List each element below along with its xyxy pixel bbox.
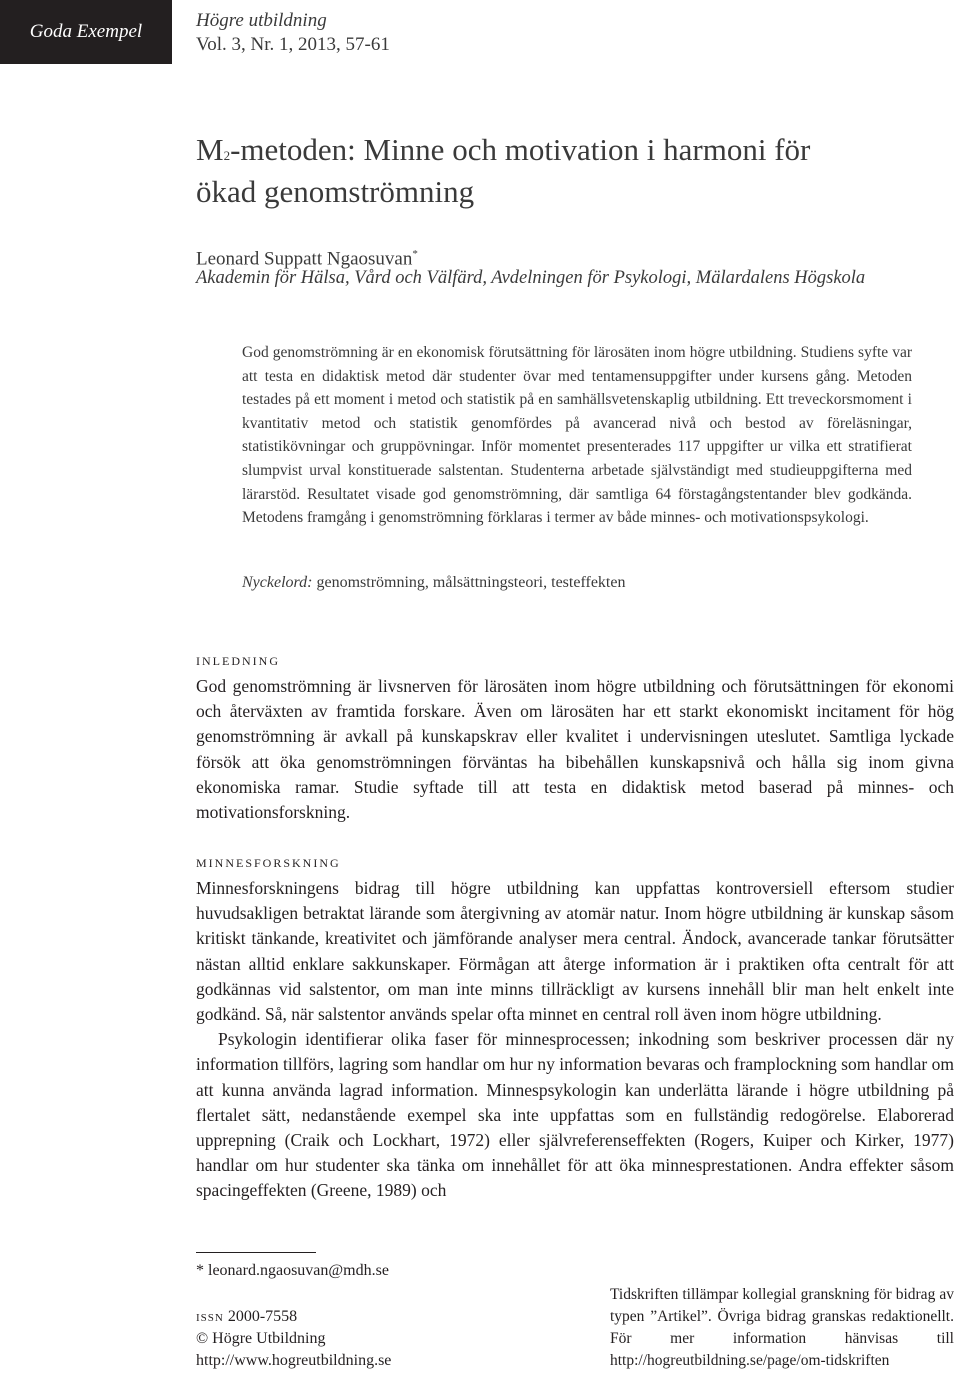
journal-info [196, 9, 390, 57]
review-text: Tidskriften tillämpar kollegial granskning för bidrag av typen ”Artikel”. Övriga bidrag granskas redaktionellt. För mer information hänvisas till [610, 1286, 954, 1347]
author-name: Leonard Suppatt Ngaosuvan [196, 248, 413, 270]
review-notice [610, 1284, 954, 1372]
heading-inledning: inledning [196, 650, 280, 669]
footnote-email: * leonard.ngaosuvan@mdh.se [196, 1262, 389, 1279]
publication-info [196, 1306, 391, 1372]
section-tag: Goda Exempel [0, 0, 172, 64]
title-superscript: 2 [223, 148, 231, 163]
section-inledning-body [196, 674, 954, 825]
paragraph: Minnesforskningens bidrag till högre utbildning kan uppfattas kontroversiell eftersom studier huvudsakligen betraktat lärande som återgivning av atomär natur. Inom högre utbildning är kunskap såsom kritiskt tänkande, kreativitet och jämförande analyser mera central. Ändock, avancerade tankar förutsätter nästan alltid enklare sakkunskaper. Förmågan att återge information är i praktiken ofta centralt för att godkännas vid salstentor, om man inte minns tillräckligt av kursens innehåll blir man helt enkelt inte godkänd. Så, när salstentor används spelar ofta minnet en central roll även inom högre utbildning. [196, 878, 954, 1025]
issn-number: 2000-7558 [223, 1308, 298, 1325]
title-rest: -metoden: Minne och motivation i harmoni för [230, 132, 811, 167]
journal-name: Högre utbildning [196, 10, 327, 31]
paragraph: Psykologin identifierar olika faser för minnesprocessen; inkodning som beskriver processen där ny information tillförs, lagring som handlar om hur ny information bevaras och framplockning som handlar om att kunna använda lagrad information. Minnespsykologin kan underlätta lärande i högre utbildning på flertalet sätt, nedanstående exempel ska inte uppfattas som en fullständig redogörelse. Elaborerad upprepning (Craik och Lockhart, 1972) eller självreferenseffekten (Rogers, Kuiper och Kirker, 1977) handlar om hur studenter ska tänka om innehållet för att öka minnesprestationen. Andra effekter såsom spacingeffekten (Greene, 1989) och [196, 1029, 954, 1201]
paragraph: God genomströmning är livsnerven för lärosäten inom högre utbildning och förutsättningen för ekonomi och återväxten av framtida forskare. Även om lärosäten har ett starkt ekonomiskt incitament för hög genomströmning är avkall på kunskapskrav eller kvalitet i undervisningen uteslutet. Samtliga lyckade försök att öka genomströmningen förväntas ha bibehållen kunskapsnivå och hålla sig inom givna ekonomiska ramar. Studie syftade till att testa en didaktisk metod baserad på minnes- och motivationsforskning. [196, 676, 954, 823]
keywords [242, 571, 625, 595]
title-line2: ökad genomströmning [196, 174, 475, 209]
journal-volume: Vol. 3, Nr. 1, 2013, 57-61 [196, 34, 390, 55]
keywords-label: Nyckelord: [242, 574, 313, 591]
issn-label: issn [196, 1309, 224, 1325]
section-minnesforskning-body [196, 876, 954, 1204]
journal-website-link[interactable]: http://www.hogreutbildning.se [196, 1352, 392, 1369]
article-title [196, 129, 916, 213]
keywords-text: genomströmning, målsättningsteori, testeffekten [312, 574, 626, 591]
copyright: © Högre Utbildning [196, 1330, 326, 1347]
author-footnote-mark: * [412, 248, 418, 260]
review-info-link[interactable]: http://hogreutbildning.se/page/om-tidskriften [610, 1352, 890, 1369]
title-m: M [196, 132, 224, 167]
abstract: God genomströmning är en ekonomisk förutsättning för lärosäten inom högre utbildning. Studiens syfte var att testa en didaktisk metod där studenter övar med tentamensuppgifter under kursens gång. Metoden testades på ett moment i metod och statistik på en samhällsvetenskaplig utbildning. Ett treveckorsmoment i kvantitativ metod och statistik genomfördes på avancerad nivå och bestod av föreläsningar, statistikövningar och gruppövningar. Inför momentet presenterades 117 uppgifter ur vilka ett stratifierat slumpvist urval konstituerade salstentan. Studenterna arbetade självständigt med studieuppgifterna med lärarstöd. Resultatet visade god genomströmning, där samtliga 64 förstagångstentander blev godkända. Metodens framgång i genomströmning förklaras i termer av både minnes- och motivationspsykologi. [242, 344, 912, 527]
heading-minnesforskning: minnesforskning [196, 852, 341, 871]
footnote-divider [196, 1252, 316, 1253]
author-affiliation: Akademin för Hälsa, Vård och Välfärd, Avdelningen för Psykologi, Mälardalens Högskola [196, 268, 866, 288]
